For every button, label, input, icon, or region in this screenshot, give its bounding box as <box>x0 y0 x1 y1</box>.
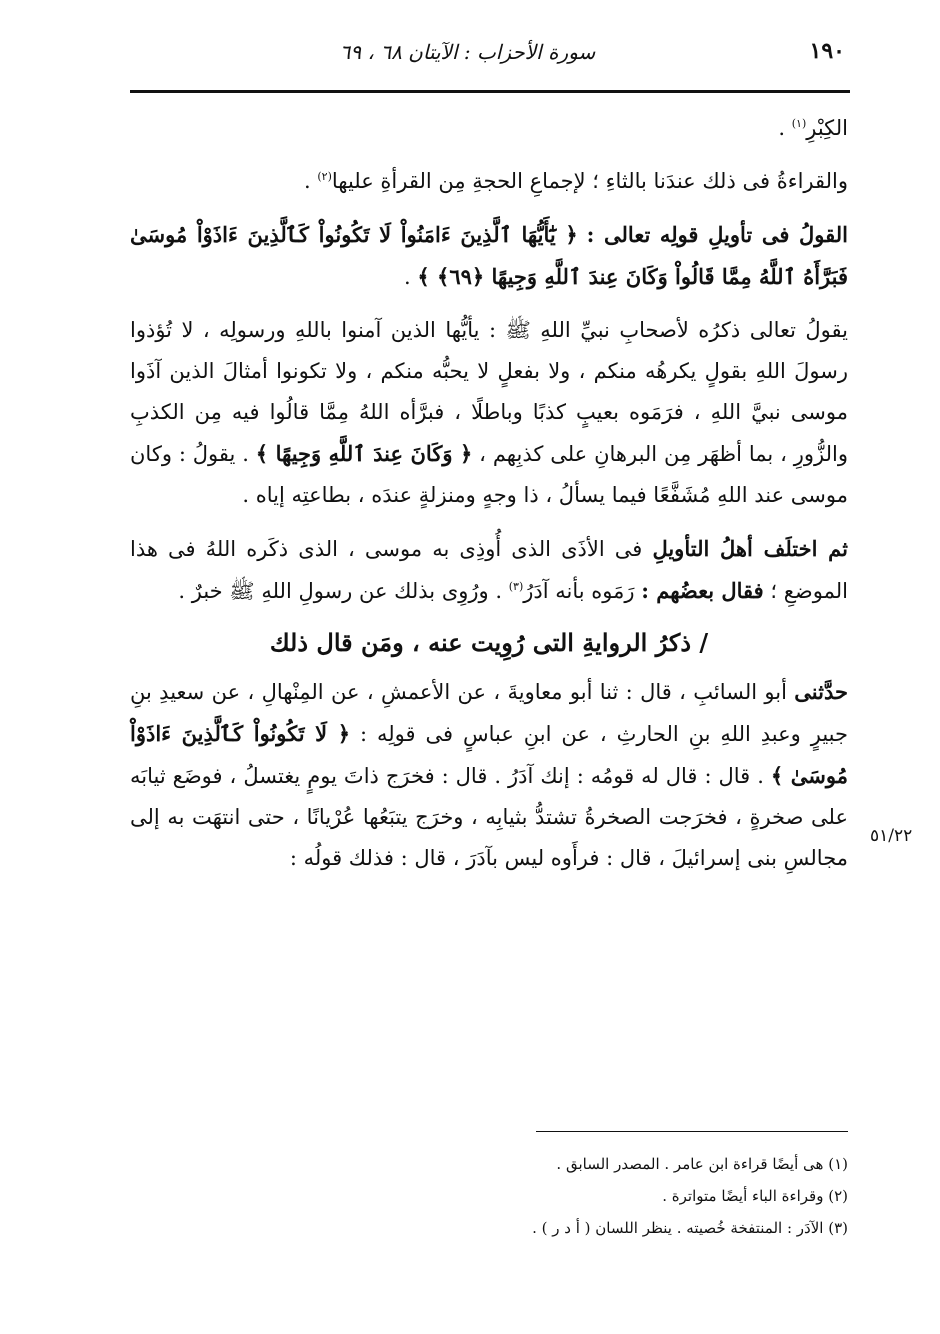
footnote-marker: (٢) <box>317 170 332 183</box>
quran-verse: ﴿ لَا تَكُونُواْ كَٱلَّذِينَ ءَاذَوْاْ مُوسَىٰ ﴾ <box>130 721 848 788</box>
text-run: . يقولُ : وكان موسى عند اللهِ مُشَفَّعًا فيما يسألُ ، ذا وجهٍ ومنزلةٍ عندَه ، بطاعتِه إياه . <box>130 442 848 507</box>
section-lead: حدَّثنى <box>794 679 848 704</box>
text-run: أبو السائبِ ، قال : ثنا أبو معاويةَ ، عن الأعمشِ ، عن المِنْهالِ ، عن سعيدِ بنِ جبيرٍ وعبدِ اللهِ بنِ الحارثِ ، عن ابنِ عباسٍ فى قولِه : <box>130 680 848 746</box>
header-rule <box>130 90 850 93</box>
section-lead: القولُ فى تأويلِ قولِه تعالى : <box>586 222 849 247</box>
spacer <box>130 149 848 161</box>
text-run: يقولُ تعالى ذكرُه لأصحابِ نبيِّ اللهِ ﷺ : يأيُّها الذين آمنوا باللهِ ورسولِه ، لا تُؤذوا رسولَ اللهِ بقولٍ يكرهُه منكم ، ولا بفعلٍ لا يحبُّه منكم ، ولا تكونوا أمثالَ الذين آذَوا موسى نبيَّ اللهِ ، فرَمَوه بعيبٍ كذبًا وباطلًا ، فبرَّأه اللهُ مِمَّا قالُوا فيه مِن الكذبِ والزُّورِ ، بما أظهَر مِن البرهانِ على كذبِهم ، <box>130 318 848 466</box>
paragraph <box>130 310 848 516</box>
section-heading: / ذكرُ الروايةِ التى رُوِيت عنه ، ومَن قال ذلك <box>269 628 709 657</box>
text-run: والقراءةُ فى ذلك عندَنا بالثاءِ ؛ لإجماعِ الحجةِ مِن القرأةِ عليها <box>331 169 848 193</box>
paragraph <box>130 214 848 298</box>
running-title: سورة الأحزاب : الآيتان ٦٨ ، ٦٩ <box>339 40 596 64</box>
footnote: (٢) وقراءة الباء أيضًا متواترة . <box>662 1187 848 1205</box>
text-run: . <box>303 169 318 193</box>
spacer <box>130 298 848 310</box>
text-run: الكِبْرِ <box>806 116 848 140</box>
paragraph <box>130 528 848 612</box>
text-run: فى الأذَى الذى أُوذِى به موسى ، الذى ذكَره اللهُ فى هذا الموضعِ ؛ <box>130 537 848 603</box>
paragraph <box>130 161 848 202</box>
paragraph <box>130 108 848 149</box>
quran-verse: ﴿ يَٰٓأَيُّهَا ٱلَّذِينَ ءَامَنُواْ لَا تَكُونُواْ كَٱلَّذِينَ ءَاذَوْاْ مُوسَىٰ فَبَرَّأَهُ ٱللَّهُ مِمَّا قَالُواْ وَكَانَ عِندَ ٱللَّهِ وَجِيهًا ﴿٦٩﴾ ﴾ <box>130 222 848 289</box>
text-run: رَمَوه بأنه آدَرُ <box>523 579 642 603</box>
spacer <box>130 202 848 214</box>
main-text <box>130 108 848 879</box>
text-run: . ورُوِى بذلك عن رسولِ اللهِ ﷺ خبرٌ . <box>178 579 509 603</box>
footnote-marker: (١) <box>791 117 807 130</box>
footnote: (٣) الآدَر : المنتفخة خُصيته . ينظر اللسان ( أ د ر ) . <box>532 1219 848 1237</box>
footnote: (١) هى أيضًا قراءة ابن عامر . المصدر السابق . <box>556 1155 848 1173</box>
paragraph <box>130 671 848 879</box>
quran-verse: ﴿ وَكَانَ عِندَ ٱللَّهِ وَجِيهًا ﴾ <box>255 441 473 466</box>
text-run: . قال : قال له قومُه : إنك آدَرُ . قال : فخرَج ذاتَ يومٍ يغتسلُ ، فوضَع ثيابَه على صخرةٍ ، فخرَجت الصخرةُ تشتدُّ بثيابِه ، وخرَج يتبَعُها عُرْيانًا ، حتى انتهَت به إلى مجالسِ بنى إسرائيلَ ، قال : فرأَوه ليس بآدَرَ ، قال : فذلك قولُه : <box>130 764 848 870</box>
margin-reference: ٥١/٢٢ <box>870 826 913 846</box>
footnote-rule <box>536 1131 848 1132</box>
text-run: . <box>778 116 792 140</box>
page-number: ١٩٠ <box>809 38 845 64</box>
page-header <box>90 38 845 74</box>
footnotes <box>130 1148 848 1244</box>
footnote-marker: (٣) <box>508 580 524 593</box>
bold-phrase: فقال بعضُهم : <box>641 578 764 603</box>
spacer <box>130 516 848 528</box>
text-run: . <box>404 265 418 289</box>
section-lead: ثم اختلَف أهلُ التأويلِ <box>652 536 848 561</box>
